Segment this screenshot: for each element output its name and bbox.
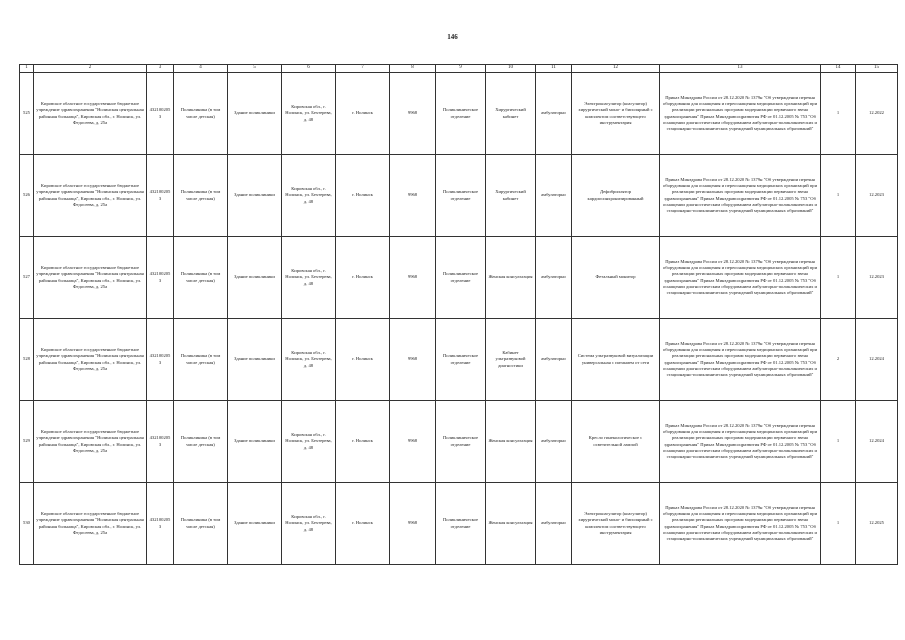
unit-cell: Поликлиника (в том числе детская) (174, 73, 228, 155)
cabinet-cell: Женская консультация (486, 401, 536, 483)
building-cell: Здание поликлиники (228, 319, 282, 401)
address-cell: Кировская обл., г. Нолинск, ул. Бехтерева, д. 48 (282, 319, 336, 401)
inn-cell: 4321002053 (147, 237, 174, 319)
column-number: 1 (20, 65, 34, 73)
table-row (20, 155, 898, 237)
inn-cell: 4321002053 (147, 155, 174, 237)
column-number: 12 (572, 65, 660, 73)
address-cell: Кировская обл., г. Нолинск, ул. Бехтерева, д. 48 (282, 483, 336, 565)
code-cell: 9968 (390, 73, 436, 155)
quantity-cell: 1 (821, 73, 856, 155)
date-cell: 12.2023 (856, 237, 898, 319)
column-number: 14 (821, 65, 856, 73)
legal-basis-cell: Приказ Минздрава России от 28.12.2020 № 1379н "Об утверждении перечня оборудования для оснащения и переоснащения медицинских организаций при реализации региональных программ модернизации первичного звена здравоохранения" Приказ Минздравсоцразвития РФ от 01.12.2005 № 753 "Об оснащении диагностическим оборудованием амбулаторно-поликлинических и стационарно-поликлинических учреждений муниципальных образований" (660, 237, 821, 319)
column-number: 5 (228, 65, 282, 73)
unit-cell: Поликлиника (в том числе детская) (174, 237, 228, 319)
unit-cell: Поликлиника (в том числе детская) (174, 155, 228, 237)
column-number: 6 (282, 65, 336, 73)
code-cell: 9968 (390, 483, 436, 565)
cabinet-cell: Женская консультация (486, 483, 536, 565)
row-number-cell: 528 (20, 319, 34, 401)
quantity-cell: 2 (821, 319, 856, 401)
unit-cell: Поликлиника (в том числе детская) (174, 483, 228, 565)
unit-cell: Поликлиника (в том числе детская) (174, 319, 228, 401)
locality-cell: г. Нолинск (336, 483, 390, 565)
row-number-cell: 530 (20, 483, 34, 565)
building-cell: Здание поликлиники (228, 401, 282, 483)
date-cell: 12.2024 (856, 319, 898, 401)
row-number-cell: 529 (20, 401, 34, 483)
locality-cell: г. Нолинск (336, 155, 390, 237)
equipment-cell: Электрокоагулятор (коагулятор) хирургический моно- и биполярный с комплектом соответствующего инструментария (572, 73, 660, 155)
column-number: 15 (856, 65, 898, 73)
quantity-cell: 1 (821, 483, 856, 565)
care-type-cell: амбулаторно (536, 73, 572, 155)
address-cell: Кировская обл., г. Нолинск, ул. Бехтерева, д. 48 (282, 401, 336, 483)
row-number-cell: 527 (20, 237, 34, 319)
equipment-cell: Кресло гинекологическое с осветительной лампой (572, 401, 660, 483)
address-cell: Кировская обл., г. Нолинск, ул. Бехтерева, д. 48 (282, 155, 336, 237)
care-type-cell: амбулаторно (536, 155, 572, 237)
department-cell: Поликлиническое отделение (436, 401, 486, 483)
code-cell: 9968 (390, 155, 436, 237)
table-row (20, 483, 898, 565)
page-number: 146 (447, 33, 458, 41)
address-cell: Кировская обл., г. Нолинск, ул. Бехтерева, д. 48 (282, 237, 336, 319)
department-cell: Поликлиническое отделение (436, 73, 486, 155)
quantity-cell: 1 (821, 155, 856, 237)
care-type-cell: амбулаторно (536, 237, 572, 319)
equipment-cell: Фетальный монитор (572, 237, 660, 319)
inn-cell: 4321002053 (147, 319, 174, 401)
code-cell: 9968 (390, 237, 436, 319)
department-cell: Поликлиническое отделение (436, 155, 486, 237)
inn-cell: 4321002053 (147, 73, 174, 155)
column-number-row (20, 65, 898, 73)
legal-basis-cell: Приказ Минздрава России от 28.12.2020 № 1379н "Об утверждении перечня оборудования для оснащения и переоснащения медицинских организаций при реализации региональных программ модернизации первичного звена здравоохранения" Приказ Минздравсоцразвития РФ от 01.12.2005 № 753 "Об оснащении диагностическим оборудованием амбулаторно-поликлинических и стационарно-поликлинических учреждений муниципальных образований" (660, 73, 821, 155)
legal-basis-cell: Приказ Минздрава России от 28.12.2020 № 1379н "Об утверждении перечня оборудования для оснащения и переоснащения медицинских организаций при реализации региональных программ модернизации первичного звена здравоохранения" Приказ Минздравсоцразвития РФ от 01.12.2005 № 753 "Об оснащении диагностическим оборудованием амбулаторно-поликлинических и стационарно-поликлинических учреждений муниципальных образований" (660, 155, 821, 237)
building-cell: Здание поликлиники (228, 237, 282, 319)
department-cell: Поликлиническое отделение (436, 483, 486, 565)
care-type-cell: амбулаторно (536, 319, 572, 401)
equipment-cell: Дефибриллятор кардиосинхронизированный (572, 155, 660, 237)
table-row (20, 401, 898, 483)
building-cell: Здание поликлиники (228, 155, 282, 237)
cabinet-cell: Хирургический кабинет (486, 73, 536, 155)
code-cell: 9968 (390, 319, 436, 401)
building-cell: Здание поликлиники (228, 73, 282, 155)
care-type-cell: амбулаторно (536, 401, 572, 483)
department-cell: Поликлиническое отделение (436, 319, 486, 401)
date-cell: 12.2023 (856, 155, 898, 237)
organization-cell: Кировское областное государственное бюджетное учреждение здравоохранения "Нолинская центральная районная больница", Кировская обл., г. Нолинск, ул. Федосеева, д. 25а (34, 319, 147, 401)
equipment-cell: Электрокоагулятор (коагулятор) хирургический моно- и биполярный с комплектом соответствующего инструментария (572, 483, 660, 565)
date-cell: 12.2022 (856, 73, 898, 155)
table-row (20, 237, 898, 319)
equipment-registry-table (19, 64, 898, 565)
column-number: 8 (390, 65, 436, 73)
column-number: 10 (486, 65, 536, 73)
table-row (20, 319, 898, 401)
department-cell: Поликлиническое отделение (436, 237, 486, 319)
organization-cell: Кировское областное государственное бюджетное учреждение здравоохранения "Нолинская центральная районная больница", Кировская обл., г. Нолинск, ул. Федосеева, д. 25а (34, 483, 147, 565)
cabinet-cell: Женская консультация (486, 237, 536, 319)
table-body (20, 65, 898, 565)
quantity-cell: 1 (821, 237, 856, 319)
column-number: 11 (536, 65, 572, 73)
building-cell: Здание поликлиники (228, 483, 282, 565)
column-number: 13 (660, 65, 821, 73)
organization-cell: Кировское областное государственное бюджетное учреждение здравоохранения "Нолинская центральная районная больница", Кировская обл., г. Нолинск, ул. Федосеева, д. 25а (34, 401, 147, 483)
organization-cell: Кировское областное государственное бюджетное учреждение здравоохранения "Нолинская центральная районная больница", Кировская обл., г. Нолинск, ул. Федосеева, д. 25а (34, 237, 147, 319)
locality-cell: г. Нолинск (336, 319, 390, 401)
code-cell: 9968 (390, 401, 436, 483)
legal-basis-cell: Приказ Минздрава России от 28.12.2020 № 1379н "Об утверждении перечня оборудования для оснащения и переоснащения медицинских организаций при реализации региональных программ модернизации первичного звена здравоохранения" Приказ Минздравсоцразвития РФ от 01.12.2005 № 753 "Об оснащении диагностическим оборудованием амбулаторно-поликлинических и стационарно-поликлинических учреждений муниципальных образований" (660, 319, 821, 401)
date-cell: 12.2024 (856, 401, 898, 483)
legal-basis-cell: Приказ Минздрава России от 28.12.2020 № 1379н "Об утверждении перечня оборудования для оснащения и переоснащения медицинских организаций при реализации региональных программ модернизации первичного звена здравоохранения" Приказ Минздравсоцразвития РФ от 01.12.2005 № 753 "Об оснащении диагностическим оборудованием амбулаторно-поликлинических и стационарно-поликлинических учреждений муниципальных образований" (660, 401, 821, 483)
column-number: 9 (436, 65, 486, 73)
inn-cell: 4321002053 (147, 401, 174, 483)
locality-cell: г. Нолинск (336, 237, 390, 319)
cabinet-cell: Хирургический кабинет (486, 155, 536, 237)
organization-cell: Кировское областное государственное бюджетное учреждение здравоохранения "Нолинская центральная районная больница", Кировская обл., г. Нолинск, ул. Федосеева, д. 25а (34, 155, 147, 237)
row-number-cell: 526 (20, 155, 34, 237)
inn-cell: 4321002053 (147, 483, 174, 565)
column-number: 7 (336, 65, 390, 73)
legal-basis-cell: Приказ Минздрава России от 28.12.2020 № 1379н "Об утверждении перечня оборудования для оснащения и переоснащения медицинских организаций при реализации региональных программ модернизации первичного звена здравоохранения" Приказ Минздравсоцразвития РФ от 01.12.2005 № 753 "Об оснащении диагностическим оборудованием амбулаторно-поликлинических и стационарно-поликлинических учреждений муниципальных образований" (660, 483, 821, 565)
locality-cell: г. Нолинск (336, 401, 390, 483)
row-number-cell: 525 (20, 73, 34, 155)
column-number: 2 (34, 65, 147, 73)
quantity-cell: 1 (821, 401, 856, 483)
column-number: 3 (147, 65, 174, 73)
table-row (20, 73, 898, 155)
locality-cell: г. Нолинск (336, 73, 390, 155)
unit-cell: Поликлиника (в том числе детская) (174, 401, 228, 483)
cabinet-cell: Кабинет ультразвуковой диагностики (486, 319, 536, 401)
address-cell: Кировская обл., г. Нолинск, ул. Бехтерева, д. 48 (282, 73, 336, 155)
column-number: 4 (174, 65, 228, 73)
equipment-cell: Система ультразвуковой визуализации универсальная с питанием от сети (572, 319, 660, 401)
organization-cell: Кировское областное государственное бюджетное учреждение здравоохранения "Нолинская центральная районная больница", Кировская обл., г. Нолинск, ул. Федосеева, д. 25а (34, 73, 147, 155)
date-cell: 12.2025 (856, 483, 898, 565)
care-type-cell: амбулаторно (536, 483, 572, 565)
